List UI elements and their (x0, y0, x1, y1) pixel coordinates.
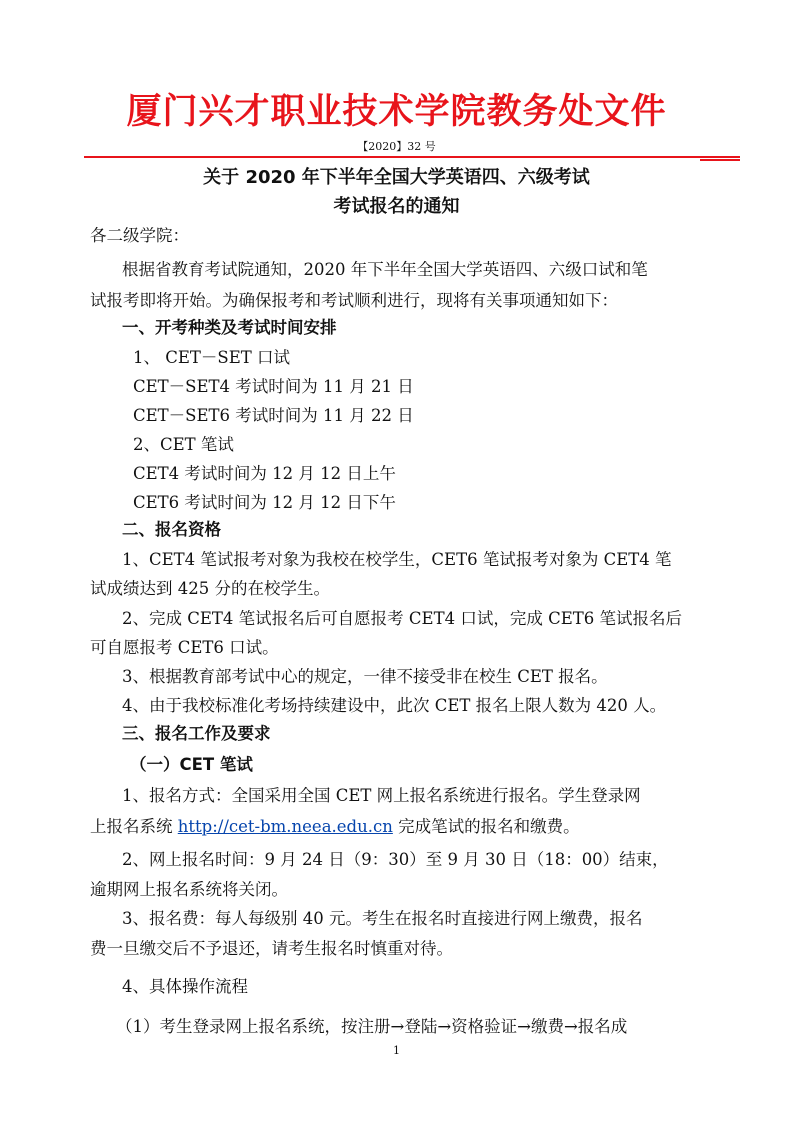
section3-item4: 4、具体操作流程 (122, 977, 248, 996)
document-number: 【2020】32 号 (357, 140, 436, 153)
section3-item1-line2 (90, 813, 580, 837)
section3-item3-line2: 费一旦缴交后不予退还，请考生报名时慎重对待。 (90, 939, 453, 958)
header-divider (84, 156, 740, 158)
section3-item4-step1: （1）考生登录网上报名系统，按注册→登陆→资格验证→缴费→报名成 (116, 1017, 628, 1036)
section3-title: 三、报名工作及要求 (122, 724, 271, 743)
page-number: 1 (393, 1044, 400, 1057)
section3-item3-line1: 3、报名费：每人每级别 40 元。考生在报名时直接进行网上缴费，报名 (122, 909, 643, 928)
section2-title: 二、报名资格 (122, 520, 221, 539)
section1-item2: 2、CET 笔试 (133, 435, 234, 454)
registration-link[interactable]: http://cet-bm.neea.edu.cn (177, 817, 393, 836)
header-divider-accent (700, 159, 740, 161)
section2-item3: 3、根据教育部考试中心的规定，一律不接受非在校生 CET 报名。 (122, 667, 608, 686)
section2-item2-line1: 2、完成 CET4 笔试报名后可自愿报考 CET4 口试，完成 CET6 笔试报名后 (122, 609, 682, 628)
section2-item2-line2: 可自愿报考 CET6 口试。 (90, 638, 279, 657)
section3-item1-line1: 1、报名方式：全国采用全国 CET 网上报名系统进行报名。学生登录网 (122, 786, 641, 805)
intro-line2: 试报考即将开始。为确保报考和考试顺利进行，现将有关事项通知如下： (90, 291, 618, 310)
section1-title: 一、开考种类及考试时间安排 (122, 318, 337, 337)
section1-item2b: CET6 考试时间为 12 月 12 日下午 (133, 493, 396, 512)
notice-title-line2: 考试报名的通知 (333, 196, 460, 217)
section3-item1-suffix: 完成笔试的报名和缴费。 (392, 817, 580, 836)
greeting: 各二级学院： (90, 226, 189, 245)
section2-item1-line2: 试成绩达到 425 分的在校学生。 (90, 579, 330, 598)
section1-item2a: CET4 考试时间为 12 月 12 日上午 (133, 464, 396, 483)
section3-item2-line1: 2、网上报名时间：9 月 24 日（9：30）至 9 月 30 日（18：00）结束， (122, 850, 669, 869)
notice-title-line1: 关于 2020 年下半年全国大学英语四、六级考试 (203, 167, 590, 188)
document-header-title: 厦门兴才职业技术学院教务处文件 (126, 91, 667, 132)
section3-subtitle: （一）CET 笔试 (130, 755, 253, 774)
intro-line1: 根据省教育考试院通知，2020 年下半年全国大学英语四、六级口试和笔 (122, 260, 648, 279)
section1-item1: 1、 CET－SET 口试 (133, 348, 291, 367)
section1-item1b: CET－SET6 考试时间为 11 月 22 日 (133, 406, 414, 425)
section3-item1-prefix: 上报名系统 (90, 817, 178, 836)
section3-item2-line2: 逾期网上报名系统将关闭。 (90, 880, 288, 899)
section1-item1a: CET－SET4 考试时间为 11 月 21 日 (133, 377, 414, 396)
section2-item4: 4、由于我校标准化考场持续建设中，此次 CET 报名上限人数为 420 人。 (122, 696, 667, 715)
section2-item1-line1: 1、CET4 笔试报考对象为我校在校学生，CET6 笔试报考对象为 CET4 笔 (122, 550, 672, 569)
